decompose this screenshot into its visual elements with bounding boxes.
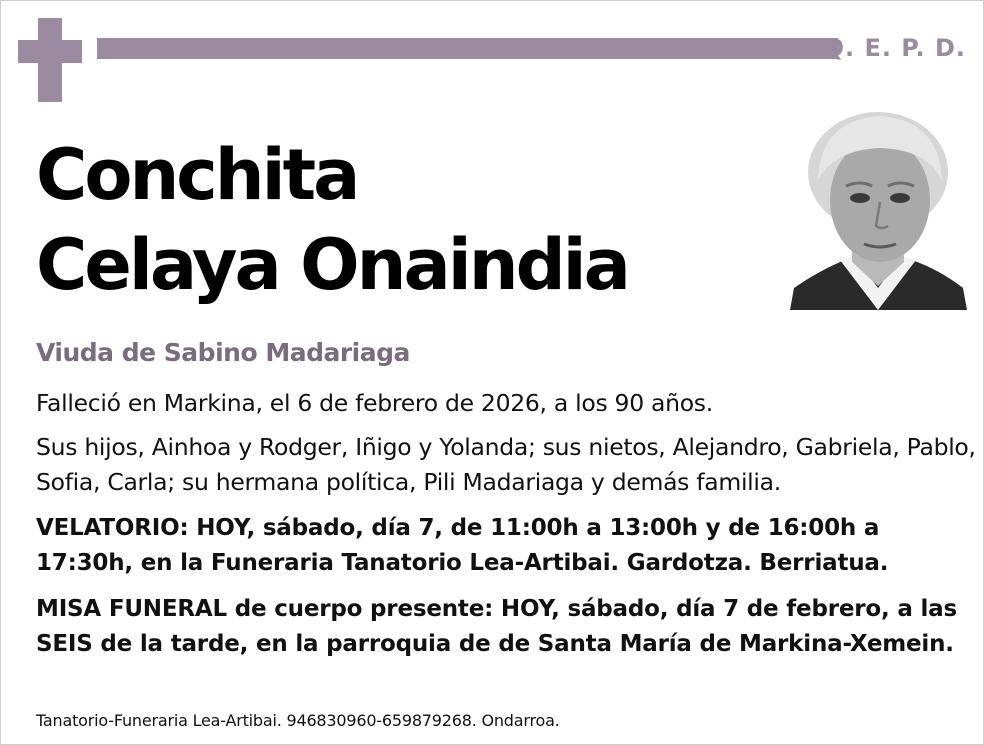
family-paragraph: Sus hijos, Ainhoa y Rodger, Iñigo y Yolanda; sus nietos, Alejandro, Gabriela, Pablo, Sofia, Carla; su hermana política, Pili Madariaga y demás familia. xyxy=(36,433,976,496)
qepd-badge: Q. E. P. D. xyxy=(823,34,966,62)
relation-subtitle: Viuda de Sabino Madariaga xyxy=(36,338,410,367)
death-notice: Falleció en Markina, el 6 de febrero de 2026, a los 90 años. xyxy=(36,389,713,417)
deceased-name xyxy=(36,130,628,310)
funeral-mass-paragraph: MISA FUNERAL de cuerpo presente: HOY, sábado, día 7 de febrero, a las SEIS de la tarde, en la parroquia de de Santa María de Markina-Xemein. xyxy=(36,596,957,657)
wake-paragraph: VELATORIO: HOY, sábado, día 7, de 11:00h a 13:00h y de 16:00h a 17:30h, en la Funeraria Tanatorio Lea-Artibai. Gardotza. Berriatua. xyxy=(36,515,889,576)
funeral-home-contact: Tanatorio-Funeraria Lea-Artibai. 946830960-659879268. Ondarroa. xyxy=(36,711,560,730)
header-rule xyxy=(97,38,838,59)
portrait-photo xyxy=(790,110,967,310)
first-name: Conchita xyxy=(36,134,358,216)
surnames: Celaya Onaindia xyxy=(36,224,628,306)
